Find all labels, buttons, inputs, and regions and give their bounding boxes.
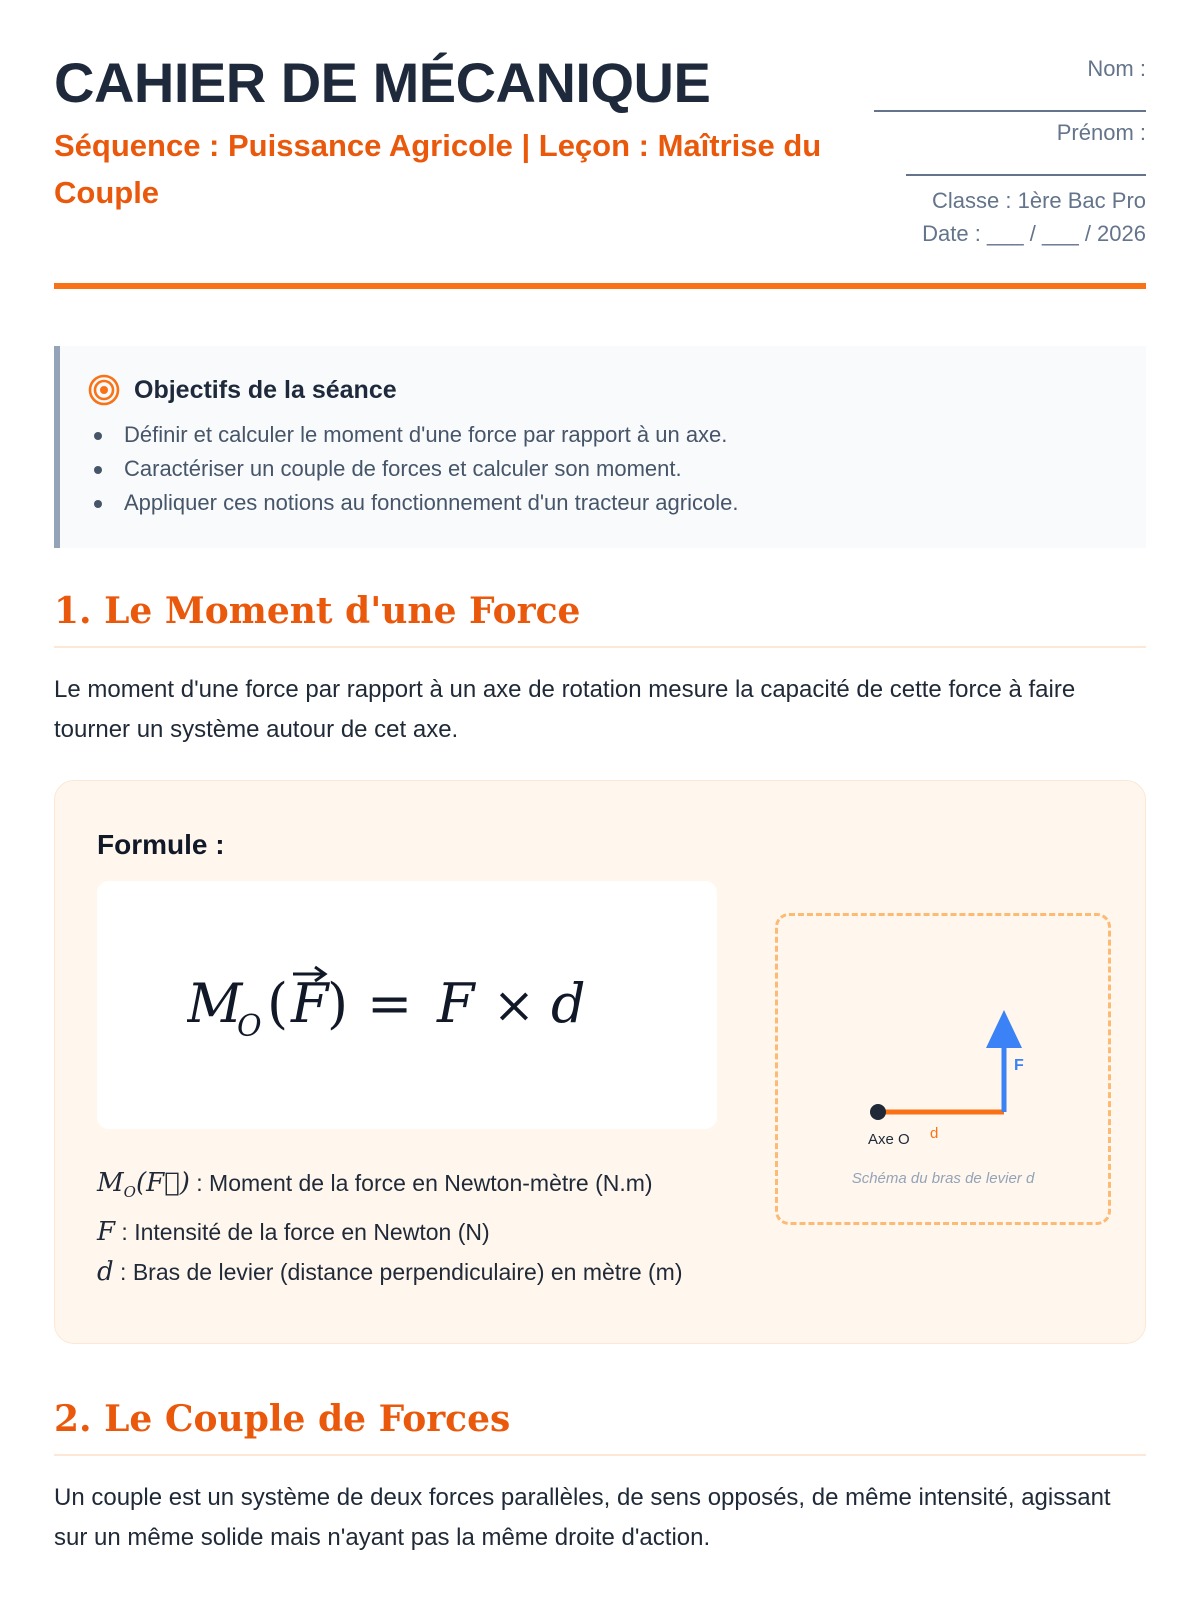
page-title: CAHIER DE MÉCANIQUE xyxy=(54,51,711,114)
student-info xyxy=(856,56,1146,250)
svg-text:O: O xyxy=(237,1009,262,1044)
nom-label: Nom : xyxy=(1087,56,1146,81)
section-title-couple: 2. Le Couple de Forces xyxy=(54,1398,1146,1456)
arm-label: d xyxy=(930,1125,939,1142)
scheme-caption: Schéma du bras de levier d xyxy=(851,1170,1035,1187)
section-paragraph-moment: Le moment d'une force par rapport à un axe de rotation mesure la capacité de cette force à faire tourner un système autour de cet axe. xyxy=(54,676,1076,743)
axis-label: Axe O xyxy=(868,1131,910,1148)
formula-box xyxy=(97,881,717,1129)
symbol-arm: d xyxy=(97,1257,114,1288)
list-item: Définir et calculer le moment d'une force par rapport à un axe. xyxy=(88,418,1114,452)
objectives-list xyxy=(88,418,1114,520)
list-item: Appliquer ces notions au fonctionnement d'un tracteur agricole. xyxy=(88,486,1114,520)
date-label: Date : ___ / ___ / 2026 xyxy=(922,221,1146,246)
section-paragraph-couple: Un couple est un système de deux forces parallèles, de sens opposés, de même intensité, agissant sur un même solide mais n'ayant pas la même droite d'action. xyxy=(54,1484,1111,1551)
svg-text:×: × xyxy=(493,976,535,1034)
force-label: F xyxy=(1014,1057,1024,1074)
moment-formula xyxy=(187,960,627,1050)
section-title-moment: 1. Le Moment d'une Force xyxy=(54,590,1146,648)
definition-arm: d : Bras de levier (distance perpendiculaire) en mètre (m) xyxy=(97,1257,683,1288)
page-subtitle: Séquence : Puissance Agricole | Leçon : Maîtrise du Couple xyxy=(54,128,822,210)
symbol-force: F xyxy=(97,1217,116,1248)
list-item: Caractériser un couple de forces et calculer son moment. xyxy=(88,452,1114,486)
prenom-input-line[interactable] xyxy=(906,174,1146,176)
force-arrowhead xyxy=(986,1010,1022,1048)
lever-arm-scheme xyxy=(775,913,1111,1225)
header-divider xyxy=(54,283,1146,289)
formula-card xyxy=(54,780,1146,1344)
svg-text:M: M xyxy=(187,972,243,1035)
formula-definitions xyxy=(97,1163,697,1288)
objectives-box xyxy=(54,346,1146,548)
svg-text:=: = xyxy=(367,972,413,1035)
svg-text:(: ( xyxy=(267,972,289,1035)
svg-text:F: F xyxy=(437,972,475,1035)
axis-point xyxy=(870,1104,886,1120)
nom-input-line[interactable] xyxy=(874,110,1146,112)
target-icon xyxy=(88,374,120,406)
objectives-title: Objectifs de la séance xyxy=(134,375,397,404)
document-header xyxy=(54,0,1146,290)
definition-force: F : Intensité de la force en Newton (N) xyxy=(97,1217,490,1248)
definition-moment: $M_O(F⃗)$ : Moment de la force en Newton-mètre (N.m) xyxy=(97,1168,653,1202)
formula-label: Formule : xyxy=(97,829,225,860)
classe-label: Classe : 1ère Bac Pro xyxy=(932,188,1146,213)
symbol-moment: $M_O(F⃗)$ xyxy=(97,1168,190,1202)
svg-text:F: F xyxy=(291,972,329,1035)
prenom-label: Prénom : xyxy=(1056,120,1146,145)
objectives-header xyxy=(88,374,1114,406)
svg-text:d: d xyxy=(551,972,586,1035)
svg-text:): ) xyxy=(327,972,349,1035)
